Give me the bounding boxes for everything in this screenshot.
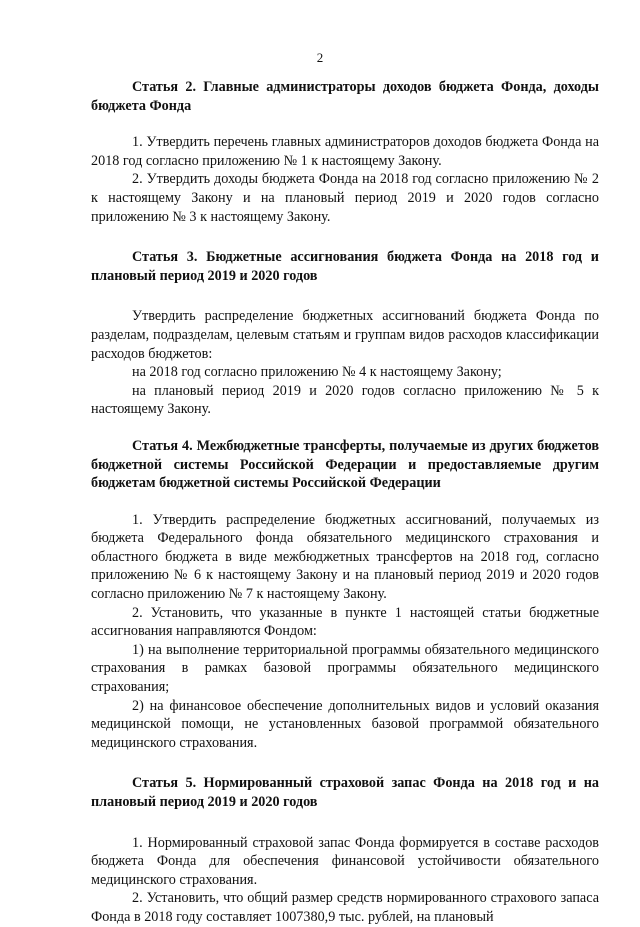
article-4 [91,437,599,753]
article-3 [91,248,599,419]
document-body [91,78,599,927]
article-2-heading: Статья 2. Главные администраторы доходов бюджета Фонда, доходы бюджета Фонда [91,79,599,114]
paragraph: 1. Утвердить распределение бюджетных ассигнований, получаемых из бюджета Федерального фонда обязательного медицинского страхования и областного бюджета в виде межбюджетных трансфертов на 2018 год, согласно приложению № 6 к настоящему Закону и на плановый период 2019 и 2020 годов согласно приложению № 7 к настоящему Закону. [91,511,599,603]
paragraph: 1. Нормированный страховой запас Фонда формируется в составе расходов бюджета Фонда для обеспечения финансовой устойчивости обязательного медицинского страхования. [91,834,599,888]
article-5-heading: Статья 5. Нормированный страховой запас Фонда на 2018 год и на плановый период 2019 и 2020 годов [91,775,599,810]
paragraph: 2) на финансовое обеспечение дополнительных видов и условий оказания медицинской помощи, не установленных базовой программой обязательного медицинского страхования. [91,697,599,751]
paragraph: 1. Утвердить перечень главных администраторов доходов бюджета Фонда на 2018 год согласно приложению № 1 к настоящему Закону. [91,134,599,169]
article-2 [91,78,599,226]
article-4-heading: Статья 4. Межбюджетные трансферты, получаемые из других бюджетов бюджетной системы Российской Федерации и предоставляемые другим бюджетам бюджетной системы Российской Федерации [91,437,599,492]
paragraph: 1) на выполнение территориальной программы обязательного медицинского страхования в рамках базовой программы обязательного медицинского страхования; [91,641,599,696]
paragraph: на плановый период 2019 и 2020 годов согласно приложению № 5 к настоящему Закону. [91,382,599,418]
paragraph: 2. Установить, что указанные в пункте 1 настоящей статьи бюджетные ассигнования направляются Фондом: [91,604,599,640]
page-number: 2 [316,50,324,65]
paragraph: Утвердить распределение бюджетных ассигнований бюджета Фонда по разделам, подразделам, целевым статьям и группам видов расходов классификации расходов бюджетов: [91,308,599,362]
article-5 [91,774,599,926]
article-3-heading: Статья 3. Бюджетные ассигнования бюджета Фонда на 2018 год и плановый период 2019 и 2020 годов [91,249,599,284]
paragraph: на 2018 год согласно приложению № 4 к настоящему Закону; [132,364,502,381]
paragraph: 2. Утвердить доходы бюджета Фонда на 2018 год согласно приложению № 2 к настоящему Закону и на плановый период 2019 и 2020 годов согласно приложению № 3 к настоящему Закону. [91,171,599,225]
paragraph: 2. Установить, что общий размер средств нормированного страхового запаса Фонда в 2018 году составляет 1007380,9 тыс. рублей, на плановый [91,890,599,925]
